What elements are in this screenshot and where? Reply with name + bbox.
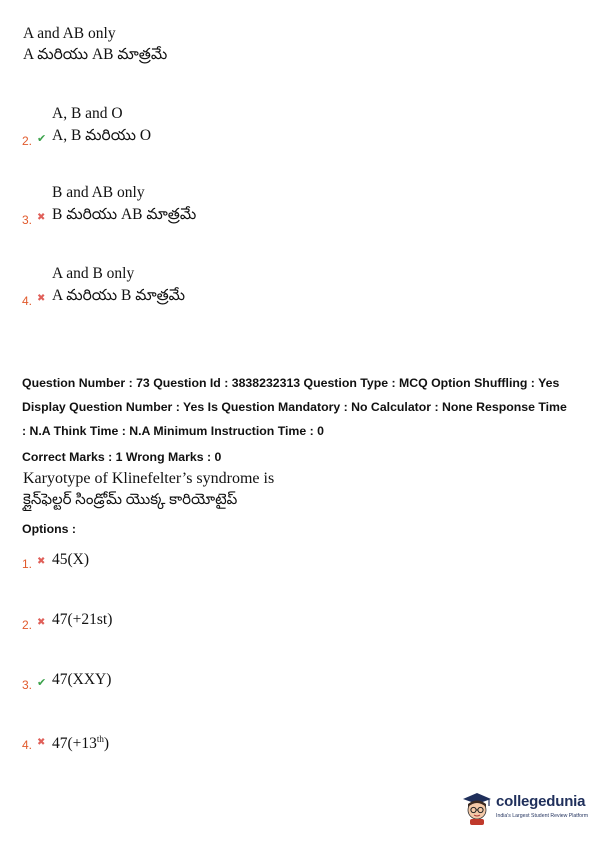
cross-icon: ✖: [37, 617, 46, 628]
option-number: 1.: [22, 557, 33, 571]
question-meta-line: Question Number : 73 Question Id : 3838232313 Question Type : MCQ Option Shuffling : Yes: [22, 376, 560, 390]
question-marks: Correct Marks : 1 Wrong Marks : 0: [22, 450, 222, 464]
logo-name: collegedunia: [496, 793, 586, 810]
mascot-icon: [460, 790, 494, 826]
option-text-te: A మరియు B మాత్రమే: [52, 287, 186, 304]
option-number: 3.: [22, 213, 33, 227]
option-text-en: B and AB only: [52, 184, 145, 201]
option-text: 45(X): [52, 551, 90, 568]
option-number: 2.: [22, 134, 33, 148]
option-text-te: A, B మరియు O: [52, 127, 152, 144]
option-text-te: B మరియు AB మాత్రమే: [52, 206, 197, 223]
option-text-en: A and B only: [52, 265, 135, 282]
option-text-te: A మరియు AB మాత్రమే: [23, 46, 168, 63]
option-number: 3.: [22, 678, 33, 692]
question-text-te: క్లైన్‌ఫెల్టర్ సిండ్రోమ్ యొక్క కారియోటైప్: [23, 492, 238, 508]
check-icon: ✔: [37, 676, 47, 689]
collegedunia-logo: [460, 790, 588, 830]
option-number: 4.: [22, 738, 33, 752]
option-text-en: A and AB only: [23, 25, 116, 42]
logo-tagline: India's Largest Student Review Platform: [496, 813, 589, 819]
question-meta-line: Display Question Number : Yes Is Question Mandatory : No Calculator : None Response Time: [22, 400, 567, 414]
options-label: Options :: [22, 522, 76, 536]
cross-icon: ✖: [37, 556, 46, 567]
cross-icon: ✖: [37, 293, 46, 304]
option-number: 2.: [22, 618, 33, 632]
question-text-en: Karyotype of Klinefelter’s syndrome is: [23, 470, 275, 487]
option-text: 47(XXY): [52, 671, 112, 688]
option-text: 47(+21st): [52, 611, 113, 628]
option-text-en: A, B and O: [52, 105, 123, 122]
cross-icon: ✖: [37, 212, 46, 223]
option-number: 4.: [22, 294, 33, 308]
option-text: 47(+13th): [52, 734, 110, 753]
cross-icon: ✖: [37, 737, 46, 748]
check-icon: ✔: [37, 132, 47, 145]
question-meta-line: : N.A Think Time : N.A Minimum Instruction Time : 0: [22, 424, 324, 438]
